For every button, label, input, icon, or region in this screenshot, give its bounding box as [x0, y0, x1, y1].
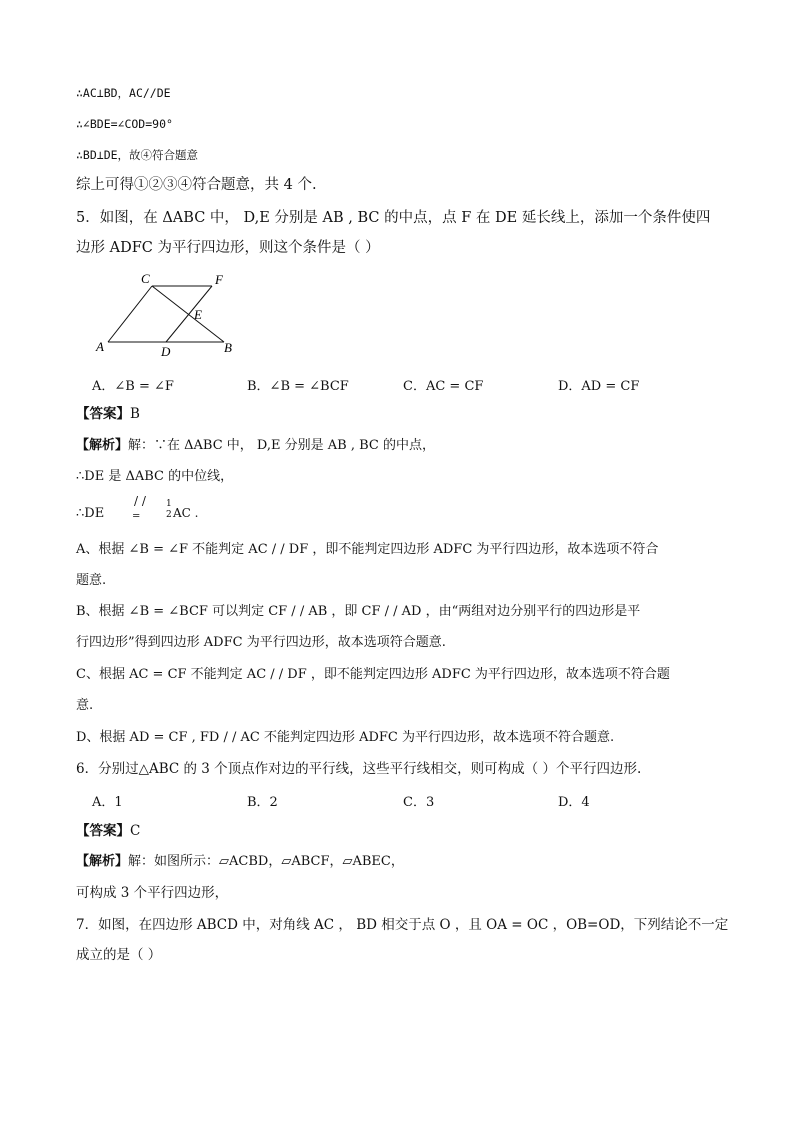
q5-analysis-line10: D、根据 AD = CF , FD / / AC 不能判定四边形 ADFC 为平行四边形，故本选项不符合题意.	[76, 730, 615, 745]
line-summary: 综上可得①②③④符合题意，共 4 个.	[76, 177, 317, 193]
q7-stem-line1: 7．如图，在四边形 ABCD 中，对角线 AC ， BD 相交于点 O ，且 OA = OC ，OB=OD，下列结论不一定	[76, 917, 729, 933]
label-e: E	[194, 307, 202, 322]
q5-analysis-line3	[76, 494, 296, 532]
q7-stem-line2: 成立的是（ ）	[76, 947, 162, 963]
q6-option-c: C．3	[403, 795, 435, 810]
q6-analysis-line2: 可构成 3 个平行四边形，	[76, 885, 229, 901]
q5-option-b: B．∠B = ∠BCF	[247, 379, 349, 394]
answer-tag: 【答案】	[76, 823, 130, 839]
q5-answer	[76, 405, 140, 423]
label-f: F	[215, 272, 223, 287]
q5-option-d: D．AD = CF	[558, 379, 640, 394]
q5-stem-line1: 5．如图，在 ΔABC 中， D,E 分别是 AB , BC 的中点，点 F 在 DE 延长线上，添加一个条件使四	[76, 210, 711, 226]
q6-answer	[76, 822, 140, 840]
q5-analysis-line6: B、根据 ∠B = ∠BCF 可以判定 CF / / AB ，即 CF / / AD ，由“两组对边分别平行的四边形是平	[76, 604, 641, 619]
answer-value: C	[130, 823, 141, 839]
label-a: A	[96, 339, 104, 354]
q5-analysis-line8: C、根据 AC = CF 不能判定 AC / / DF ，即不能判定四边形 ADFC 为平行四边形，故本选项不符合题	[76, 667, 670, 682]
line-bd-perp-de: ∴BD⊥DE，故④符合题意	[76, 148, 199, 162]
ac-suffix: AC .	[173, 506, 199, 520]
segment-df	[166, 286, 212, 342]
q6-analysis-line1	[76, 853, 404, 871]
de-prefix: ∴DE	[76, 506, 105, 521]
parallel-symbol: / /	[134, 494, 146, 508]
q5-analysis-line4: A、根据 ∠B = ∠F 不能判定 AC / / DF ，即不能判定四边形 ADFC 为平行四边形，故本选项不符合	[76, 542, 659, 557]
analysis-text: 解：∵在 ΔABC 中， D,E 分别是 AB , BC 的中点，	[128, 438, 435, 453]
q5-analysis-line7: 行四边形”得到四边形 ADFC 为平行四边形，故本选项符合题意.	[76, 635, 446, 650]
label-b: B	[224, 340, 232, 355]
q5-stem-line2: 边形 ADFC 为平行四边形，则这个条件是（ ）	[76, 240, 380, 256]
q5-analysis-line9: 意.	[76, 698, 94, 713]
q5-option-a: A．∠B = ∠F	[92, 379, 174, 394]
q5-analysis-line5: 题意.	[76, 573, 107, 588]
analysis-text: 解：如图所示：▱ACBD，▱ABCF，▱ABEC，	[128, 854, 404, 869]
analysis-tag: 【解析】	[76, 854, 129, 869]
analysis-tag: 【解析】	[76, 438, 129, 453]
fraction-numerator: 1	[166, 499, 172, 509]
q5-figure	[90, 268, 250, 360]
q5-analysis-line2: ∴DE 是 ΔABC 的中位线，	[76, 469, 234, 484]
line-ac-perp-bd: ∴AC⊥BD，AC//DE	[76, 86, 171, 100]
q6-option-a: A．1	[92, 795, 123, 810]
q6-option-d: D．4	[558, 795, 590, 810]
q6-option-b: B．2	[247, 795, 278, 810]
label-d: D	[161, 344, 171, 359]
segment-cb	[152, 286, 224, 342]
answer-value: B	[130, 406, 140, 422]
segment-ac	[108, 286, 152, 342]
equal-symbol: =	[132, 511, 141, 522]
q5-option-c: C．AC = CF	[403, 379, 484, 394]
answer-tag: 【答案】	[76, 406, 130, 422]
label-c: C	[141, 271, 150, 286]
fraction-denominator: 2	[166, 510, 172, 520]
line-angle-bde: ∴∠BDE=∠COD=90°	[76, 117, 173, 131]
q5-analysis-line1	[76, 437, 435, 455]
q6-stem: 6．分别过△ABC 的 3 个顶点作对边的平行线，这些平行线相交，则可构成（ ）个平行四边形.	[76, 761, 642, 777]
